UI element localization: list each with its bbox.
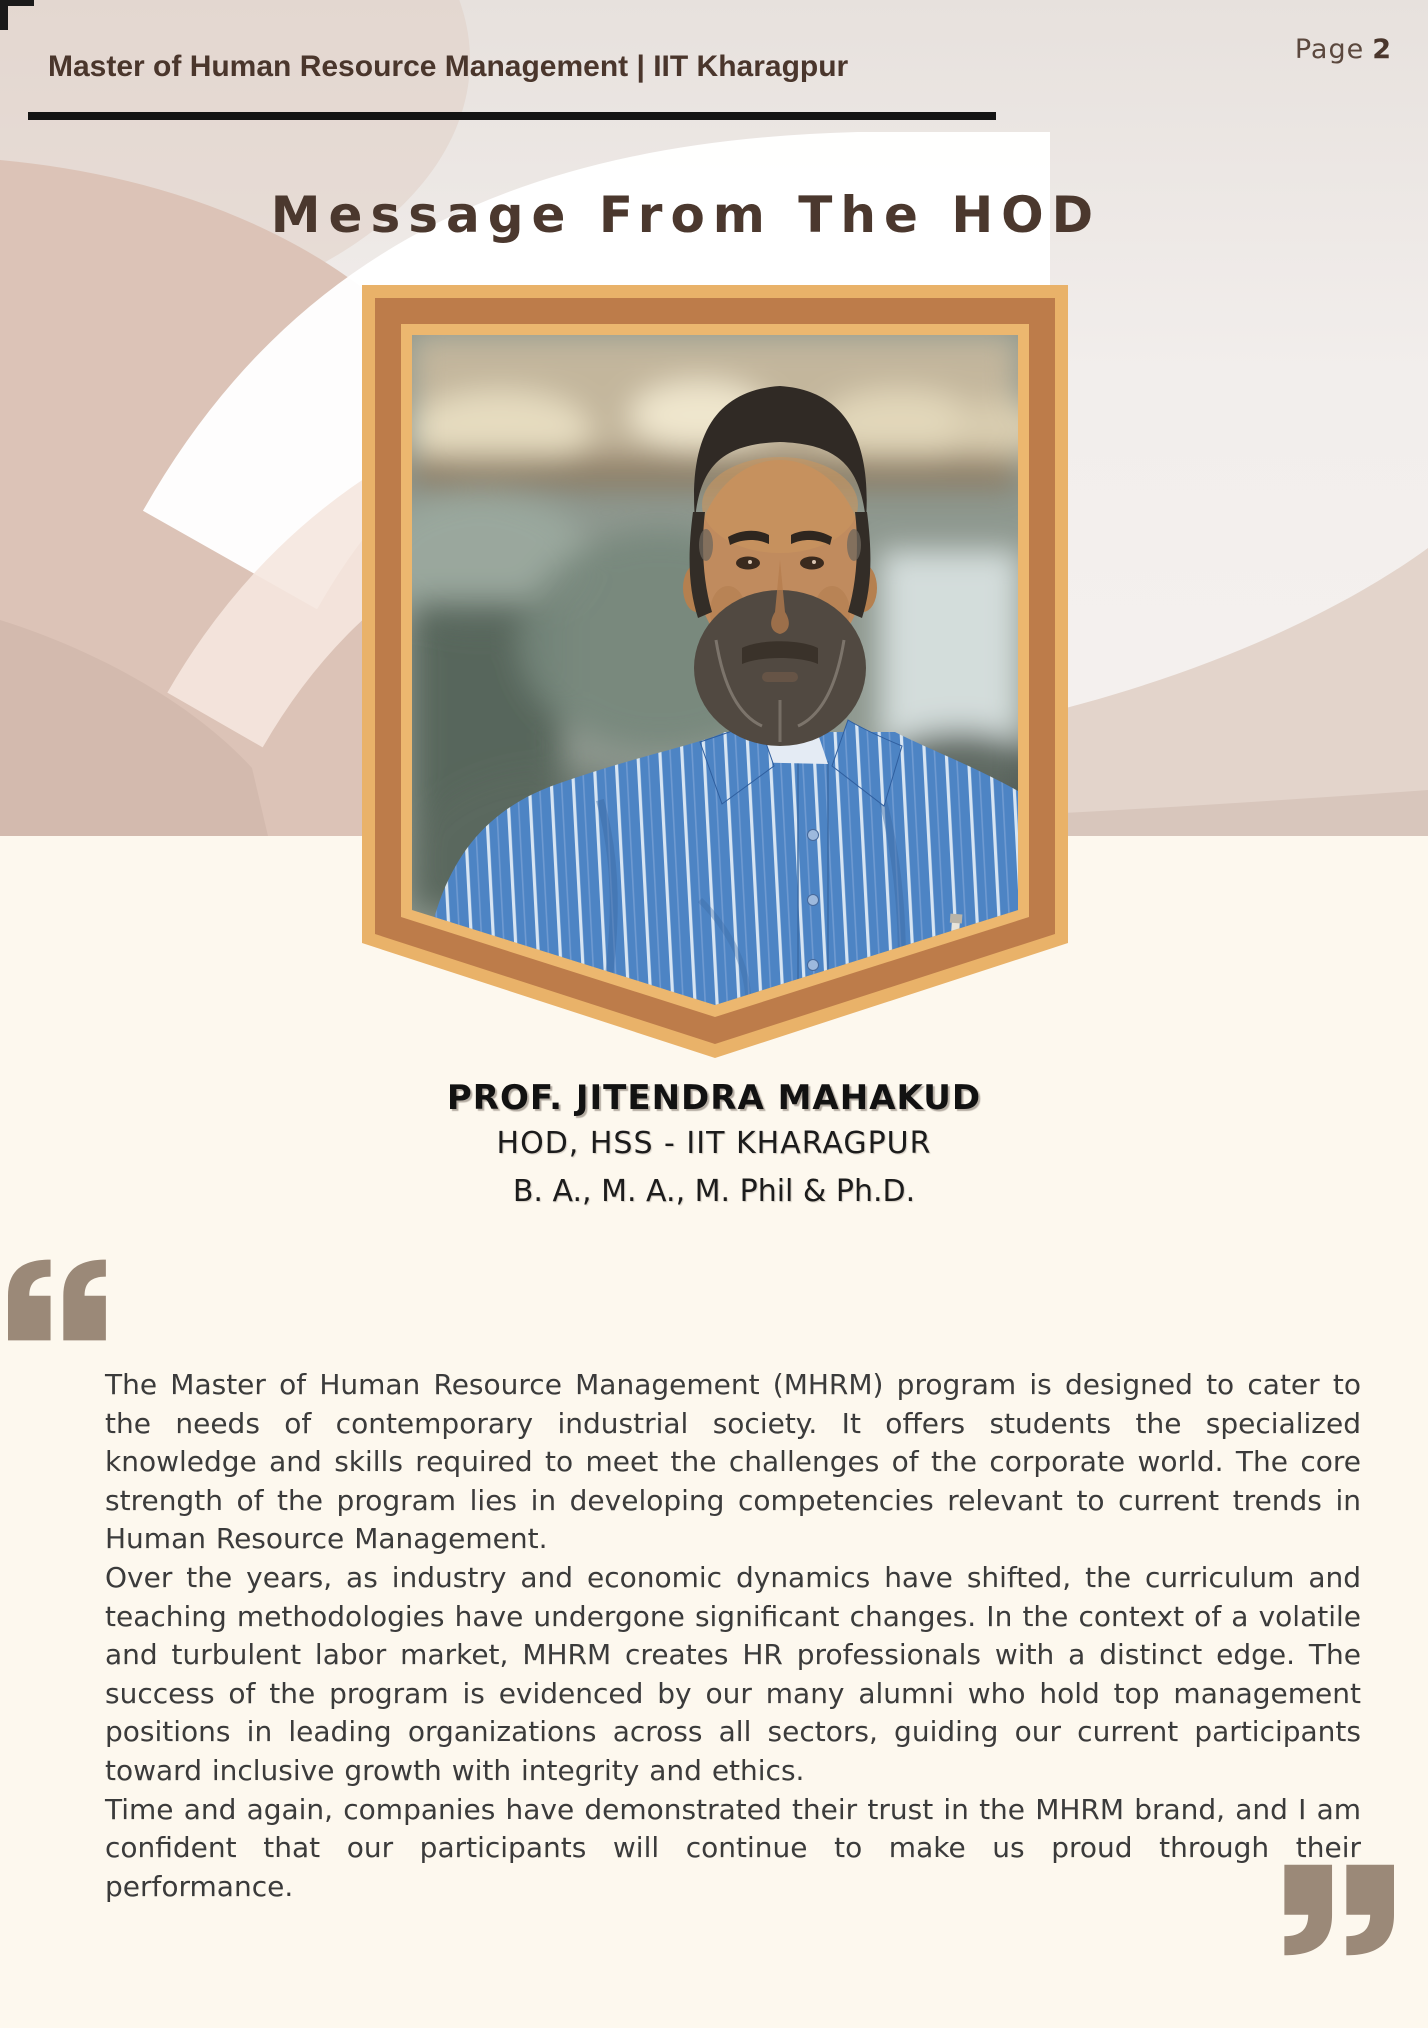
- page-header: Master of Human Resource Management | IIT Kharagpur: [48, 50, 849, 83]
- portrait-photo: [370, 335, 1098, 1010]
- hod-message: [105, 1366, 1361, 1906]
- profile-name: PROF. JITENDRA MAHAKUD: [446, 1078, 982, 1118]
- header-underline: [28, 112, 996, 120]
- page-number-value: 2: [1372, 34, 1392, 65]
- section-title: Message From The HOD: [270, 186, 1102, 244]
- page-number: [1295, 34, 1392, 65]
- corner-mark: [0, 0, 8, 30]
- message-paragraph: The Master of Human Resource Management (MHRM) program is designed to cater to the needs of contemporary industrial society. It offers students the specialized knowledge and skills required to meet the challenges of the corporate world. The core strength of the program lies in developing competencies relevant to current trends in Human Resource Management.: [105, 1368, 1361, 1556]
- message-paragraph: Over the years, as industry and economic dynamics have shifted, the curriculum and teaching methodologies have undergone significant changes. In the context of a volatile and turbulent labor market, MHRM creates HR professionals with a distinct edge. The success of the program is evidenced by our many alumni who hold top management positions in leading organizations across all sectors, guiding our current participants toward inclusive growth with integrity and ethics.: [105, 1560, 1361, 1787]
- message-paragraph: Time and again, companies have demonstrated their trust in the MHRM brand, and I am confident that our participants will continue to make us proud through their performance.: [105, 1792, 1361, 1903]
- page-number-label: Page: [1294, 34, 1365, 65]
- profile-qualifications: B. A., M. A., M. Phil & Ph.D.: [512, 1174, 916, 1209]
- profile-designation: HOD, HSS - IIT KHARAGPUR: [496, 1126, 932, 1161]
- open-quote-icon: [8, 1258, 108, 1342]
